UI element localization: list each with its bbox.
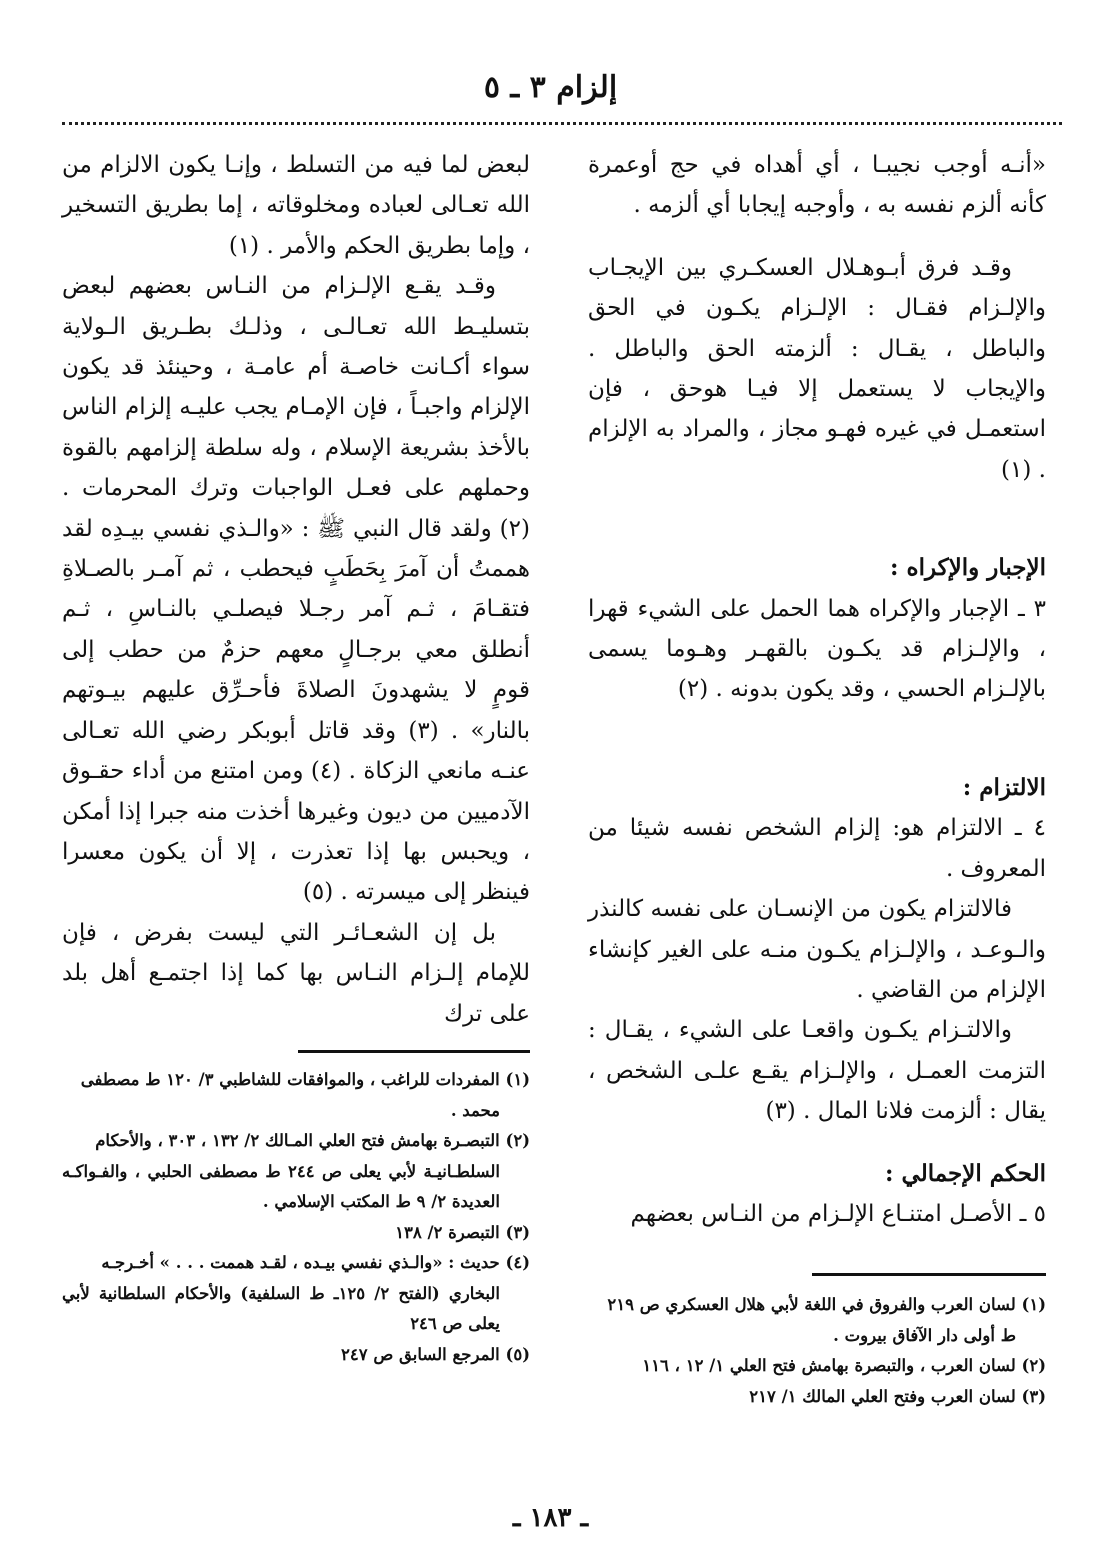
- footnote-number: (٢): [1021, 1356, 1046, 1375]
- footnote-number: (٢): [505, 1131, 530, 1150]
- footnotes-left: [62, 1065, 530, 1370]
- page-number: ـ ١٨٣ ـ: [512, 1503, 589, 1533]
- footnote-item: [62, 1248, 530, 1340]
- footnote-rule-left: [298, 1050, 530, 1053]
- footnote-continuation: السلطـانيـة لأبي يعلى ص ٢٤٤ ط مصطفى الحلبي ، والفـواكـه العديدة ٢/ ٩ ط المكتب الإسلامي .: [62, 1161, 501, 1211]
- footnote-number: (٣): [505, 1222, 530, 1242]
- footnote-text: حديث : «والـذي نفسي بيـده ، لقـد هممت . . . » أخـرجـه: [101, 1253, 500, 1272]
- paragraph: فالالتزام يكون من الإنسـان على نفسه كالنذر والـوعـد ، والإلـزام يكـون منـه على الغير كإنشاء الإلزام من القاضي .: [588, 896, 1046, 1003]
- footnote-number: (١): [1021, 1295, 1046, 1314]
- footnote-item: [588, 1351, 1046, 1382]
- paragraph: والالتـزام يكـون واقعـا على الشيء ، يقـال : التزمت العمـل ، والإلـزام يقـع علـى الشخص ، يقال : ألزمت فلانا المال . (٣): [588, 1017, 1046, 1125]
- footnote-continuation: البخاري (الفتح ٢/ ١٢٥ـ ط السلفية) والأحكام السلطانية لأبي يعلى ص ٢٤٦: [62, 1283, 500, 1333]
- paragraph: وقـد فرق أبـوهـلال العسكـري بين الإيجـاب والإلـزام فقـال : الإلـزام يكـون في الحق والباطل ، يقـال : ألزمته الحق والباطل . والإيجاب لا يستعمل إلا فيـا هوحق ، فإن استعمـل في غيره فهـو مجاز ، والمراد به الإلزام . (١): [588, 254, 1046, 483]
- paragraph: وقـد يقـع الإلـزام من النـاس بعضهم لبعض بتسليـط الله تعـالـى ، وذلـك بطـريق الـولاية سواء أكـانت خاصـة أم عامـة ، وحينئذ قد يكون الإلزام واجبـاً ، فإن الإمـام يجب عليـه إلزام الناس بالأخذ بشريعة الإسلام ، وله سلطة إلزامهم بالقوة وحملهم على فعـل الواجبات وترك المحرمات . (٢) ولقد قال النبي ﷺ : «والـذي نفسي بيـدِه لقد هممتُ أن آمرَ بِحَطَبٍ فيحطب ، ثم آمـر بالصـلاةِ فتقـامَ ، ثـم آمر رجـلا فيصلـي بالنـاسِ ، ثـم أنطلق معي برجـالٍ معهم حزمٌ من حطب إلى قومٍ لا يشهدونَ الصلاةَ فأحـرِّق عليهم بيـوتهم بالنار» . (٣) وقد قاتل أبوبكر رضي الله تعـالى عنـه مانعي الزكاة . (٤) ومن امتنع من أداء حقـوق الآدميين من ديون وغيرها أخذت منه جبرا إذا أمكن ، ويحبس بها إذا تعذرت ، إلا أن يكون معسرا فينظر إلى ميسرته . (٥): [62, 273, 531, 906]
- paragraph: لبعض لما فيه من التسلط ، وإنـا يكون الالزام من الله تعـالى لعباده ومخلوقاته ، إما بطريق التسخير ، وإما بطريق الحكم والأمر . (١): [62, 152, 530, 259]
- page-header-title: إلزام ٣ ـ ٥: [483, 70, 618, 105]
- paragraph: ٤ ـ الالتزام هو: إلزام الشخص نفسه شيئا من المعروف .: [588, 815, 1046, 882]
- footnote-item: [62, 1340, 530, 1371]
- header-dotted-rule: [62, 122, 1062, 125]
- paragraph: ٣ ـ الإجبار والإكراه هما الحمل على الشيء قهرا ، والإلـزام قد يكـون بالقهـر وهـوما يسمى بالإلـزام الحسي ، وقد يكون بدونه . (٢): [588, 595, 1046, 703]
- footnote-number: (٣): [1021, 1386, 1046, 1406]
- paragraph: ٥ ـ الأصـل امتنـاع الإلـزام من النـاس بعضهم: [630, 1200, 1046, 1227]
- footnote-item: [62, 1218, 530, 1249]
- footnote-number: (٥): [505, 1344, 530, 1364]
- footnote-number: (٤): [505, 1253, 530, 1272]
- paragraph: بل إن الشعـائـر التي ليست بفرض ، فإن للإمام إلـزام النـاس بها كما إذا اجتمـع أهل بلد على ترك: [62, 919, 530, 1027]
- paragraph: «أنـه أوجب نجيبـا ، أي أهداه في حج أوعمرة كأنه ألزم نفسه به ، وأوجبه إيجابا أي ألزمه .: [588, 152, 1046, 219]
- footnote-text: لسان العرب وفتح العلي المالك ١/ ٢١٧: [749, 1386, 1016, 1406]
- right-column: [588, 145, 1046, 1234]
- footnote-number: (١): [505, 1070, 530, 1089]
- footnote-text: لسان العرب والفروق في اللغة لأبي هلال العسكري ص ٢١٩: [607, 1295, 1016, 1314]
- footnote-item: [588, 1290, 1046, 1351]
- footnote-text: المرجع السابق ص ٢٤٧: [341, 1344, 500, 1364]
- section-title: الحكم الإجمالي :: [885, 1159, 1046, 1187]
- left-column: [62, 145, 530, 1034]
- footnotes-right: [588, 1290, 1046, 1412]
- footnote-item: [62, 1065, 530, 1126]
- section-title: الالتزام :: [962, 773, 1046, 801]
- footnote-continuation: محمد .: [450, 1100, 500, 1120]
- section-title: الإجبار والإكراه :: [890, 554, 1046, 582]
- footnote-rule-right: [812, 1273, 1046, 1276]
- footnote-text: التبصرة ٢/ ١٣٨: [395, 1222, 500, 1242]
- footnote-text: لسان العرب ، والتبصرة بهامش فتح العلي ١/ ١٢ ، ١١٦: [642, 1356, 1016, 1375]
- footnote-item: [62, 1126, 530, 1218]
- footnote-text: التبصـرة بهامش فتح العلي المـالك ٢/ ١٣٢ ، ٣٠٣ ، والأحكام: [95, 1131, 500, 1150]
- footnote-continuation: ط أولى دار الآفاق بيروت .: [833, 1325, 1016, 1345]
- footnote-item: [588, 1382, 1046, 1413]
- footnote-text: المفردات للراغب ، والموافقات للشاطبي ٣/ ١٢٠ ط مصطفى: [80, 1070, 500, 1089]
